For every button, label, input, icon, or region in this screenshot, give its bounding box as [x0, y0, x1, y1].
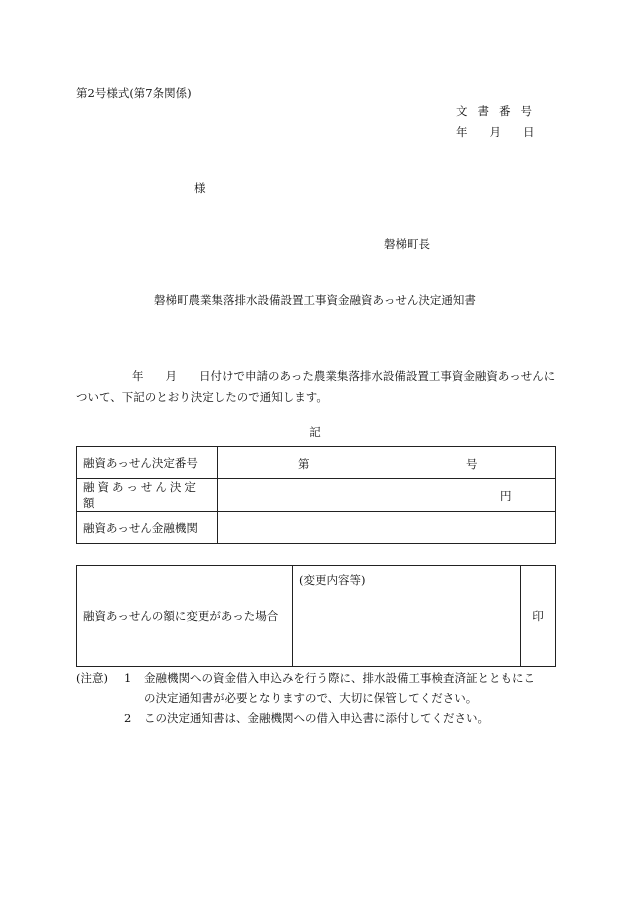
table-row — [77, 479, 556, 512]
body-paragraph — [76, 366, 558, 408]
decision-number-value — [218, 447, 556, 479]
change-label: 融資あっせんの額に変更があった場合 — [77, 566, 293, 667]
issue-date — [456, 124, 535, 140]
notes — [76, 668, 535, 728]
date-year: 年 — [456, 125, 468, 139]
document-number-label: 文書番号 — [456, 104, 542, 118]
form-number: 第2号様式(第7条関係) — [76, 86, 192, 100]
note-text: 金融機関への資金借入申込みを行う際に、排水設備工事検査済証とともにこ — [144, 671, 535, 685]
ki-marker: 記 — [309, 425, 321, 439]
date-day: 日 — [523, 125, 535, 139]
body-month: 月 — [165, 369, 177, 383]
table-row — [77, 447, 556, 479]
note-number: 1 — [124, 671, 132, 685]
change-content-label: (変更内容等) — [299, 573, 366, 587]
financial-institution-value — [218, 512, 556, 544]
decision-number-label: 融資あっせん決定番号 — [77, 447, 218, 479]
note-number: 2 — [124, 711, 132, 725]
note-text: この決定通知書は、金融機関への借入申込書に添付してください。 — [144, 711, 489, 725]
seal-label: 印 — [521, 566, 556, 667]
table-row — [77, 512, 556, 544]
change-table — [76, 565, 556, 667]
financial-institution-label: 融資あっせん金融機関 — [77, 512, 218, 544]
addressee-suffix: 様 — [194, 181, 206, 195]
date-month: 月 — [489, 125, 501, 139]
document-title: 磐梯町農業集落排水設備設置工事資金融資あっせん決定通知書 — [154, 293, 476, 307]
table-row — [77, 566, 556, 667]
dai-label: 第 — [298, 457, 310, 471]
note-text: の決定通知書が必要となりますので、大切に保管してください。 — [144, 691, 478, 705]
decision-amount-value — [218, 479, 556, 512]
decision-table — [76, 446, 556, 544]
decision-amount-label: 融資あっせん決定額 — [77, 479, 218, 512]
go-label: 号 — [466, 457, 478, 471]
body-rest: 日付けで申請のあった農業集落排水設備設置工事資金融資あっせんについて、下記のとおり決定したので通知します。 — [76, 369, 556, 404]
change-content — [293, 566, 521, 667]
yen-label: 円 — [500, 489, 512, 503]
sender: 磐梯町長 — [384, 237, 430, 251]
body-year: 年 — [132, 369, 144, 383]
notes-heading: (注意) — [76, 671, 108, 685]
